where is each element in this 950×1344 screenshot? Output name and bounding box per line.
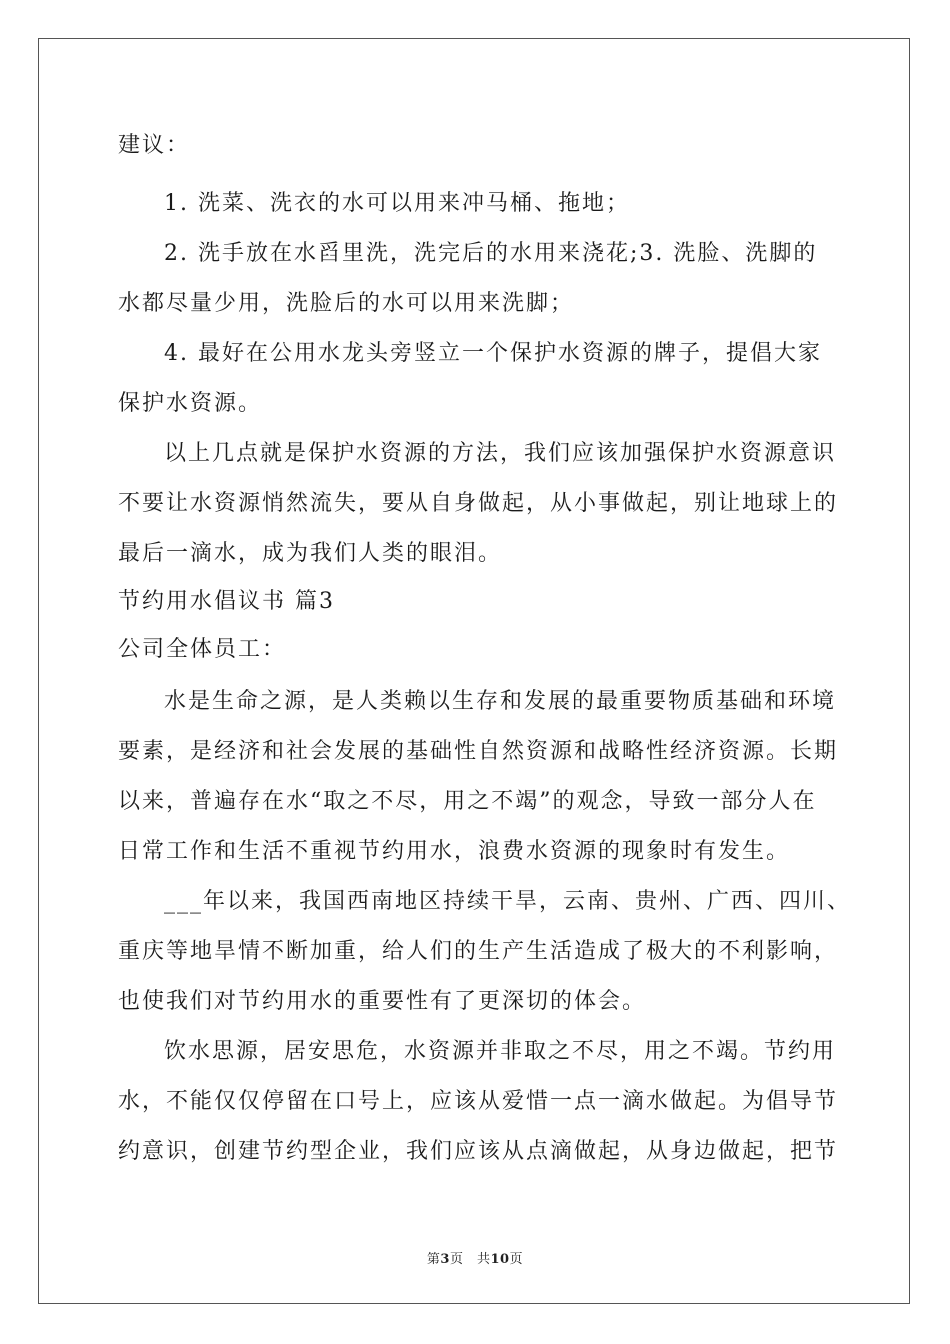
paragraph-line: 要素，是经济和社会发展的基础性自然资源和战略性经济资源。长期 [118, 739, 839, 764]
salutation: 公司全体员工： [118, 637, 287, 662]
paragraph-line: ___年以来，我国西南地区持续干旱，云南、贵州、广西、四川、 [164, 889, 852, 914]
page-total: 10 [490, 1252, 510, 1267]
paragraph-line: 也使我们对节约用水的重要性有了更深切的体会。 [118, 989, 647, 1014]
list-item-4: 4. 最好在公用水龙头旁竖立一个保护水资源的牌子，提倡大家 [164, 341, 822, 366]
list-item-2: 2. 洗手放在水舀里洗，洗完后的水用来浇花;3. 洗脸、洗脚的 [164, 241, 818, 266]
list-item-1: 1. 洗菜、洗衣的水可以用来冲马桶、拖地； [164, 191, 630, 216]
paragraph-line: 重庆等地旱情不断加重，给人们的生产生活造成了极大的不利影响， [118, 939, 839, 964]
paragraph-line: 最后一滴水，成为我们人类的眼泪。 [118, 541, 503, 566]
paragraph-line: 水，不能仅仅停留在口号上，应该从爱惜一点一滴水做起。为倡导节 [118, 1089, 839, 1114]
paragraph-line: 水都尽量少用，洗脸后的水可以用来洗脚； [118, 291, 575, 316]
paragraph-line: 水是生命之源，是人类赖以生存和发展的最重要物质基础和环境 [164, 689, 837, 714]
page-mid: 页 共 [449, 1252, 491, 1267]
paragraph-line: 不要让水资源悄然流失，要从自身做起，从小事做起，别让地球上的 [118, 491, 839, 516]
page-current: 3 [440, 1252, 450, 1267]
paragraph-line: 以上几点就是保护水资源的方法，我们应该加强保护水资源意识 [164, 441, 837, 466]
paragraph-line: 约意识，创建节约型企业，我们应该从点滴做起，从身边做起，把节 [118, 1139, 839, 1164]
page-footer [0, 1248, 950, 1267]
paragraph-line: 日常工作和生活不重视节约用水，浪费水资源的现象时有发生。 [118, 839, 791, 864]
page-prefix: 第 [426, 1252, 441, 1267]
paragraph-line: 保护水资源。 [118, 391, 263, 416]
paragraph-line: 以来，普遍存在水“取之不尽，用之不竭”的观念，导致一部分人在 [118, 789, 817, 814]
section-heading: 节约用水倡议书 篇3 [118, 589, 335, 614]
page-suffix: 页 [509, 1252, 524, 1267]
paragraph-line: 建议： [118, 133, 191, 158]
paragraph-line: 饮水思源，居安思危，水资源并非取之不尽，用之不竭。节约用 [164, 1039, 837, 1064]
